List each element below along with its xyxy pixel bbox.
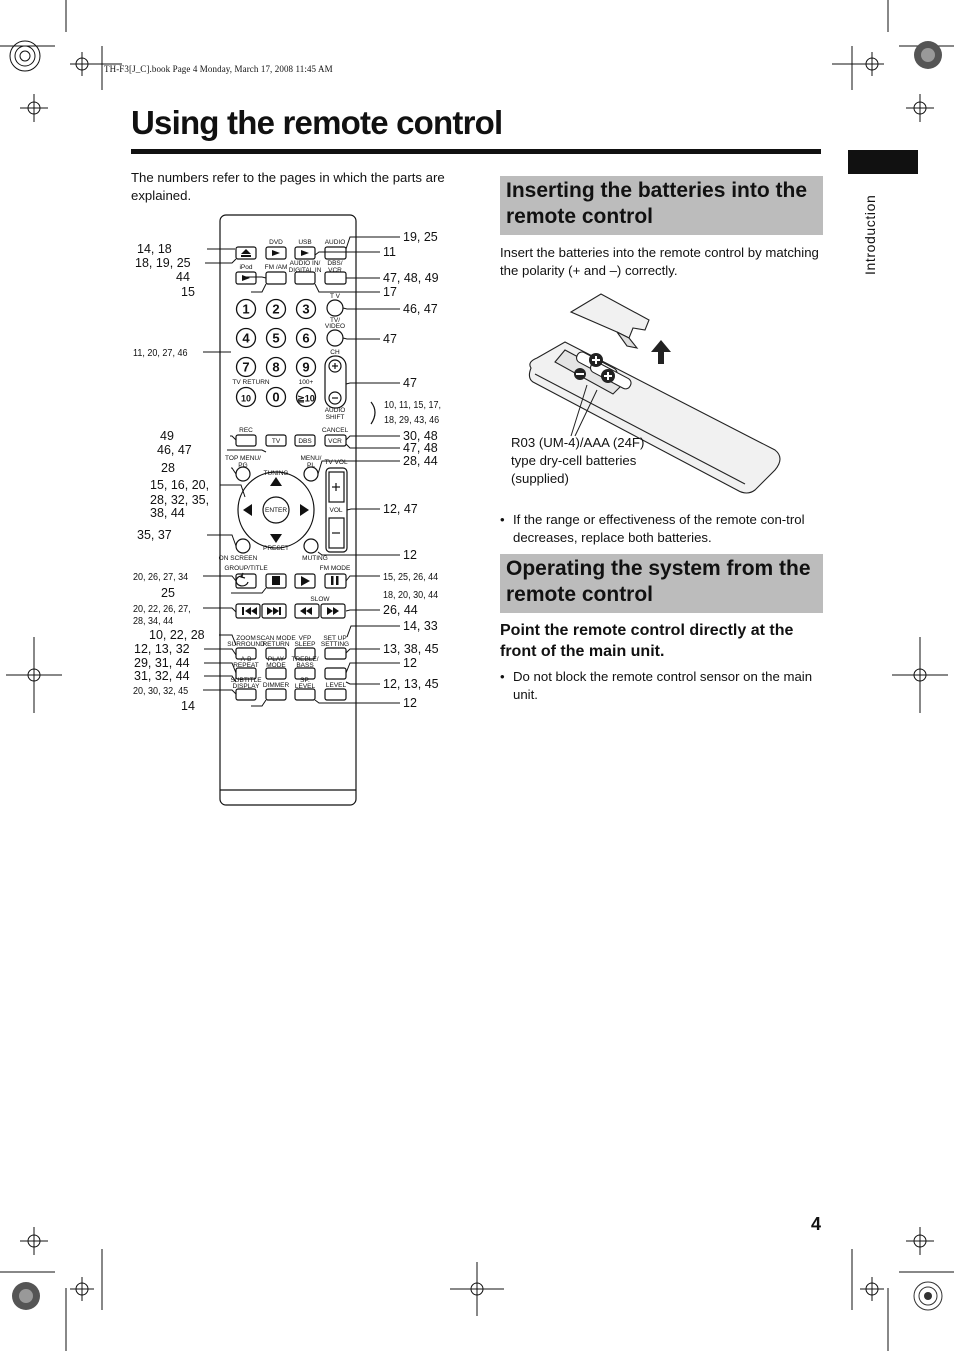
leader-line-right <box>346 682 380 684</box>
remote-label-pl: PL <box>307 462 315 469</box>
leader-line-right <box>346 649 380 653</box>
callout-left: 14 <box>181 699 195 713</box>
leader-line-right <box>343 308 400 309</box>
callout-right: 19, 25 <box>403 230 438 244</box>
callout-right: 47 <box>383 332 397 346</box>
remote-label-dimmer: DIMMER <box>262 682 290 689</box>
fm-am-button <box>266 272 286 284</box>
callout-left: 35, 37 <box>137 528 172 542</box>
remote-label-ch: CH <box>330 349 340 356</box>
remote-label-zoom: ZOOM <box>236 635 256 642</box>
top-menu-button <box>236 467 250 481</box>
callout-left: 12, 13, 32 <box>134 642 190 656</box>
callout-left: 44 <box>176 270 190 284</box>
digit-label: 7 <box>242 359 250 375</box>
remote-label-fm-mode: FM MODE <box>319 565 351 572</box>
remote-control-diagram <box>125 212 455 812</box>
callout-right: 12, 13, 45 <box>383 677 439 691</box>
pause-button <box>325 574 346 588</box>
leader-line-right <box>346 444 400 448</box>
book-header-line: TH-F3[J_C].book Page 4 Monday, March 17, 2008 11:45 AM <box>104 64 333 74</box>
callout-left: 28, 34, 44 <box>133 615 174 628</box>
digit-label: 6 <box>302 330 310 346</box>
digit-label: 2 <box>272 301 280 317</box>
setting-button <box>325 648 346 659</box>
callout-right: 47, 48 <box>403 441 438 455</box>
callout-left: 20, 26, 27, 34 <box>133 571 189 584</box>
callout-left: 38, 44 <box>150 506 185 520</box>
remote-label-on-screen: ON SCREEN <box>218 555 258 562</box>
batteries-bullet: • If the range or effectiveness of the remote con-trol decreases, replace both batteries. <box>500 511 823 547</box>
leader-line-right <box>347 509 380 510</box>
remote-label-display: DISPLAY <box>232 683 260 690</box>
digit-label: 9 <box>302 359 310 375</box>
callout-right: 10, 11, 15, 17, <box>383 399 442 412</box>
remote-label-set-up: SET UP <box>323 635 347 642</box>
remote-label-rec: REC <box>239 427 253 434</box>
callout-right: 30, 48 <box>403 429 438 443</box>
callout-right: 11 <box>383 245 396 259</box>
operating-subheading: Point the remote control directly at the front of the main unit. <box>500 622 794 660</box>
callout-left: 20, 22, 26, 27, <box>133 603 191 616</box>
digit-label: 3 <box>302 301 310 317</box>
callout-right: 12 <box>403 548 417 562</box>
remote-label-vol: VOL <box>329 507 343 514</box>
remote-label-menu: MENU/ <box>300 455 322 462</box>
remote-label-repeat: REPEAT <box>233 662 259 669</box>
digit-label: 8 <box>272 359 280 375</box>
leader-line-left <box>227 450 266 452</box>
remote-label-video: VIDEO <box>324 323 346 330</box>
dimmer-button <box>266 689 286 700</box>
callout-left: 20, 30, 32, 45 <box>133 685 189 698</box>
leader-line-right <box>343 338 380 339</box>
callout-right: 12 <box>403 696 417 710</box>
leader-line-left <box>251 284 266 292</box>
remote-label-audio-small: AUDIO <box>324 407 346 414</box>
remote-label-subtitle: SUBTITLE <box>230 677 262 684</box>
remote-label-surround: SURROUND <box>227 641 265 648</box>
remote-label-dbs-btn: DBS <box>298 438 312 445</box>
on-screen-button <box>236 539 250 553</box>
leader-line-left <box>230 436 236 440</box>
callout-right: 12 <box>403 656 417 670</box>
intro-text: The numbers refer to the pages in which the parts are explained. <box>131 170 445 203</box>
remote-label-a-b: A-B <box>240 656 252 663</box>
remote-label-tv-return: TV RETURN <box>232 379 270 386</box>
remote-label-plus100: 100+ <box>298 379 314 386</box>
leader-line-left <box>231 468 236 474</box>
remote-label-dvd: DVD <box>269 239 283 246</box>
remote-label-digital-in: DIGITAL IN <box>288 267 322 274</box>
remote-label-dbs: DBS/ <box>327 260 343 267</box>
leader-line-right <box>346 383 400 384</box>
remote-label-tv: T V <box>330 293 340 300</box>
leader-line-left <box>251 700 266 706</box>
remote-label-mode: MODE <box>266 662 286 669</box>
operating-heading: Operating the system from the remote control <box>500 554 823 613</box>
leader-line-left <box>231 588 266 593</box>
remote-label-return: RETURN <box>262 641 290 648</box>
remote-label-fm-am: FM /AM <box>264 264 288 271</box>
callout-left: 10, 22, 28 <box>149 628 205 642</box>
digit-label: 4 <box>242 330 250 346</box>
remote-label-audio: AUDIO <box>324 239 346 246</box>
tv-power-button <box>327 300 343 316</box>
callout-left: 14, 18 <box>137 242 172 256</box>
display-button <box>236 689 256 700</box>
remote-label-usb: USB <box>298 239 312 246</box>
remote-label-pg: PG <box>238 462 248 469</box>
callout-left: 46, 47 <box>157 443 192 457</box>
remote-label-setting: SETTING <box>320 641 350 648</box>
remote-label-enter: ENTER <box>264 507 288 514</box>
remote-label-scan-mode: SCAN MODE <box>256 635 296 642</box>
callout-left: 28 <box>161 461 175 475</box>
remote-label-ipod: iPod <box>239 264 253 271</box>
operating-bullet: • Do not block the remote control sensor on the main unit. <box>500 668 823 704</box>
callout-right: 28, 44 <box>403 454 438 468</box>
callout-right: 17 <box>383 285 397 299</box>
callout-left: 15, 16, 20, <box>150 478 210 492</box>
remote-label-tv-video: TV/ <box>329 317 341 324</box>
leader-line-left <box>207 535 236 546</box>
callout-right: 47 <box>403 376 417 390</box>
leader-line-right <box>347 626 400 637</box>
leader-line-right <box>346 576 380 581</box>
side-tab-label-box <box>852 180 890 280</box>
remote-label-audio-in: AUDIO IN/ <box>289 260 321 267</box>
callout-left: 18, 19, 25 <box>135 256 191 270</box>
remote-label-muting: MUTING <box>302 555 328 562</box>
remote-label-vfp: VFP <box>298 635 312 642</box>
battery-cover <box>571 294 649 338</box>
callout-left: 29, 31, 44 <box>134 656 190 670</box>
digit-label: 5 <box>272 330 280 346</box>
batteries-text: Insert the batteries into the remote control by matching the polarity (+ and –) correctly. <box>500 245 819 278</box>
callout-left: 31, 32, 44 <box>134 669 190 683</box>
side-tab-bar <box>848 150 918 174</box>
callout-left: 49 <box>160 429 174 443</box>
remote-label-shift: SHIFT <box>325 414 345 421</box>
remote-label-sp: SP. <box>300 677 310 684</box>
remote-label-tuning: TUNING <box>263 470 289 477</box>
remote-label-cancel: CANCEL <box>321 427 349 434</box>
battery-caption: R03 (UM-4)/AAA (24F) type dry-cell batteries (supplied) <box>511 435 645 486</box>
digit-label: 0 <box>272 389 280 405</box>
tv-video-button <box>327 330 343 346</box>
side-tab-label: Introduction <box>862 194 878 275</box>
audio-power-button <box>325 247 346 259</box>
remote-label-sleep: SLEEP <box>294 641 316 648</box>
menu-pl-button <box>304 467 318 481</box>
callout-right: 47, 48, 49 <box>383 271 439 285</box>
digit-label: 10 <box>240 393 252 404</box>
batteries-heading: Inserting the batteries into the remote control <box>500 176 823 235</box>
remote-label-top-menu: TOP MENU/ <box>225 455 261 462</box>
leader-line-right <box>346 663 400 673</box>
callout-right: 15, 25, 26, 44 <box>383 571 439 584</box>
remote-label-tv-vol: TV VOL <box>324 459 348 466</box>
callout-right: 13, 38, 45 <box>383 642 439 656</box>
play-mode-button <box>266 668 286 679</box>
muting-button <box>304 539 318 553</box>
callout-right: 46, 47 <box>403 302 438 316</box>
callout-right: 26, 44 <box>383 603 418 617</box>
leader-line-right <box>346 436 400 440</box>
callout-right: 18, 29, 43, 46 <box>383 414 440 427</box>
remote-label-treble: TREBLE/ <box>291 656 319 663</box>
digit-label: 1 <box>242 301 250 317</box>
callout-left: 25 <box>161 586 175 600</box>
remote-label-level-sp: LEVEL <box>294 683 316 690</box>
level-minus-button <box>325 689 346 700</box>
sp-level-button <box>295 689 315 700</box>
leader-line-right <box>346 610 380 611</box>
rec-button <box>236 435 256 446</box>
callout-right: 14, 33 <box>403 619 438 633</box>
digit-label: ≧10 <box>297 393 315 404</box>
callout-left: 11, 20, 27, 46 <box>133 347 188 360</box>
remote-label-vcr-btn: VCR <box>328 438 342 445</box>
remote-label-vcr-top: VCR <box>328 267 342 274</box>
remote-label-play: PLAY <box>267 656 285 663</box>
page-title: Using the remote control <box>131 104 503 141</box>
remote-label-group-title: GROUP/TITLE <box>224 565 268 572</box>
callout-left: 15 <box>181 285 195 299</box>
leader-line-right <box>315 284 380 292</box>
level-plus-button <box>325 668 346 679</box>
callout-left: 28, 32, 35, <box>150 493 210 507</box>
page-number: 4 <box>811 1214 822 1234</box>
remote-label-bass: BASS <box>296 662 314 669</box>
remote-label-level: LEVEL <box>325 682 347 689</box>
callout-right: 18, 20, 30, 44 <box>383 589 439 602</box>
callout-right: 12, 47 <box>383 502 418 516</box>
remote-label-tv-btn: TV <box>271 438 281 445</box>
title-rule <box>131 149 821 154</box>
remote-label-slow: SLOW <box>310 596 330 603</box>
remote-label-preset: PRESET <box>262 545 290 552</box>
